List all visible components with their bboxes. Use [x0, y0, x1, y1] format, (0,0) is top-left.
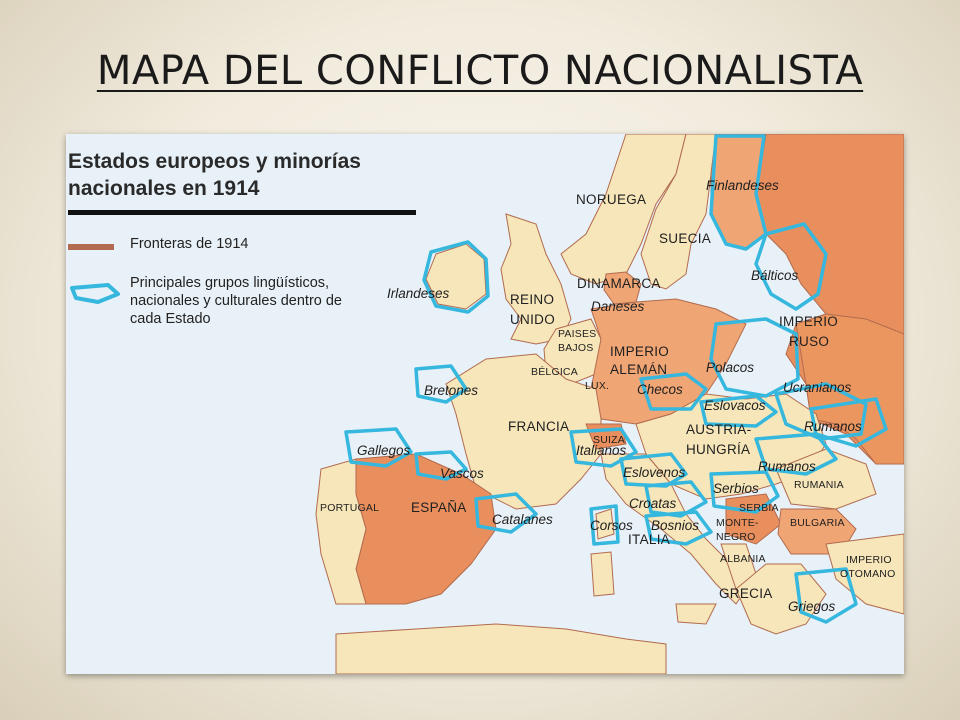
label-rumanos: Rumanos [758, 459, 816, 474]
label-noruega: NORUEGA [576, 192, 647, 207]
legend-title-line1: Estados europeos y minorías [68, 150, 361, 173]
label-reino-unido-1: REINO [510, 292, 555, 307]
label-bretones: Bretones [424, 383, 479, 398]
legend-group-swatch-icon [68, 282, 122, 306]
legend-title-line2: nacionales en 1914 [68, 177, 260, 200]
legend-divider [68, 210, 416, 215]
label-portugal: PORTUGAL [320, 502, 380, 514]
label-paises-bajos-1: PAISES [558, 328, 597, 340]
label-finlandeses: Finlandeses [706, 178, 779, 193]
label-ucranianos: Ucranianos [783, 380, 852, 395]
label-francia: FRANCIA [508, 419, 570, 434]
label-rumania: RUMANIA [794, 479, 844, 491]
legend-group-label: Principales grupos lingüísticos, nacionales y culturales dentro de cada Estado [130, 275, 342, 327]
label-corsos: Corsos [590, 518, 633, 533]
label-italia: ITALIA [628, 532, 671, 547]
label-paises-bajos-2: BAJOS [558, 342, 594, 354]
label-croatas: Croatas [629, 496, 677, 511]
label-imperio-otomano-2: OTOMANO [840, 568, 896, 580]
legend-border-label: Fronteras de 1914 [130, 236, 249, 252]
label-reino-unido-2: UNIDO [510, 312, 555, 327]
europe-map [66, 134, 904, 674]
map-frame [66, 134, 904, 674]
label-italianos: Italianos [576, 443, 627, 458]
label-gallegos: Gallegos [357, 443, 411, 458]
label-balticos: Bálticos [751, 268, 799, 283]
label-grecia: GRECIA [719, 586, 773, 601]
label-imperio-otomano-1: IMPERIO [846, 554, 892, 566]
label-montenegro-1: MONTE- [716, 517, 759, 529]
label-vascos: Vascos [440, 466, 484, 481]
label-imperio-aleman-2: ALEMÁN [610, 362, 668, 377]
label-eslovacos: Eslovacos [704, 398, 766, 413]
label-catalanes: Catalanes [492, 512, 553, 527]
label-rumanos-east: Rumanos [804, 419, 862, 434]
label-suiza: SUIZA [593, 434, 625, 446]
label-dinamarca: DINAMARCA [577, 276, 661, 291]
label-espana: ESPAÑA [411, 500, 467, 515]
legend-border-swatch [68, 244, 114, 250]
label-serbia: SERBIA [739, 502, 779, 514]
label-polacos: Polacos [706, 360, 755, 375]
label-belgica: BÉLGICA [531, 366, 578, 378]
label-imperio-ruso-2: RUSO [789, 334, 830, 349]
label-bulgaria: BULGARIA [790, 517, 845, 529]
label-montenegro-2: NEGRO [716, 531, 756, 543]
label-suecia: SUECIA [659, 231, 712, 246]
label-griegos: Griegos [788, 599, 836, 614]
label-irlandeses: Irlandeses [387, 286, 450, 301]
region-north-africa [336, 624, 666, 674]
label-eslovenos: Eslovenos [623, 465, 686, 480]
label-austria-hungria-2: HUNGRÍA [686, 442, 751, 457]
label-serbios: Serbios [713, 481, 759, 496]
label-albania: ALBANIA [720, 553, 766, 565]
label-lux: LUX. [585, 380, 610, 392]
label-imperio-ruso-1: IMPERIO [779, 314, 839, 329]
label-imperio-aleman-1: IMPERIO [610, 344, 670, 359]
label-austria-hungria-1: AUSTRIA- [686, 422, 752, 437]
label-daneses: Daneses [591, 299, 645, 314]
label-bosnios: Bosnios [651, 518, 700, 533]
label-checos: Checos [637, 382, 683, 397]
legend-title [68, 148, 428, 202]
region-sicily [676, 604, 716, 624]
slide-title: MAPA DEL CONFLICTO NACIONALISTA [96, 48, 864, 94]
region-sardinia [591, 552, 614, 596]
